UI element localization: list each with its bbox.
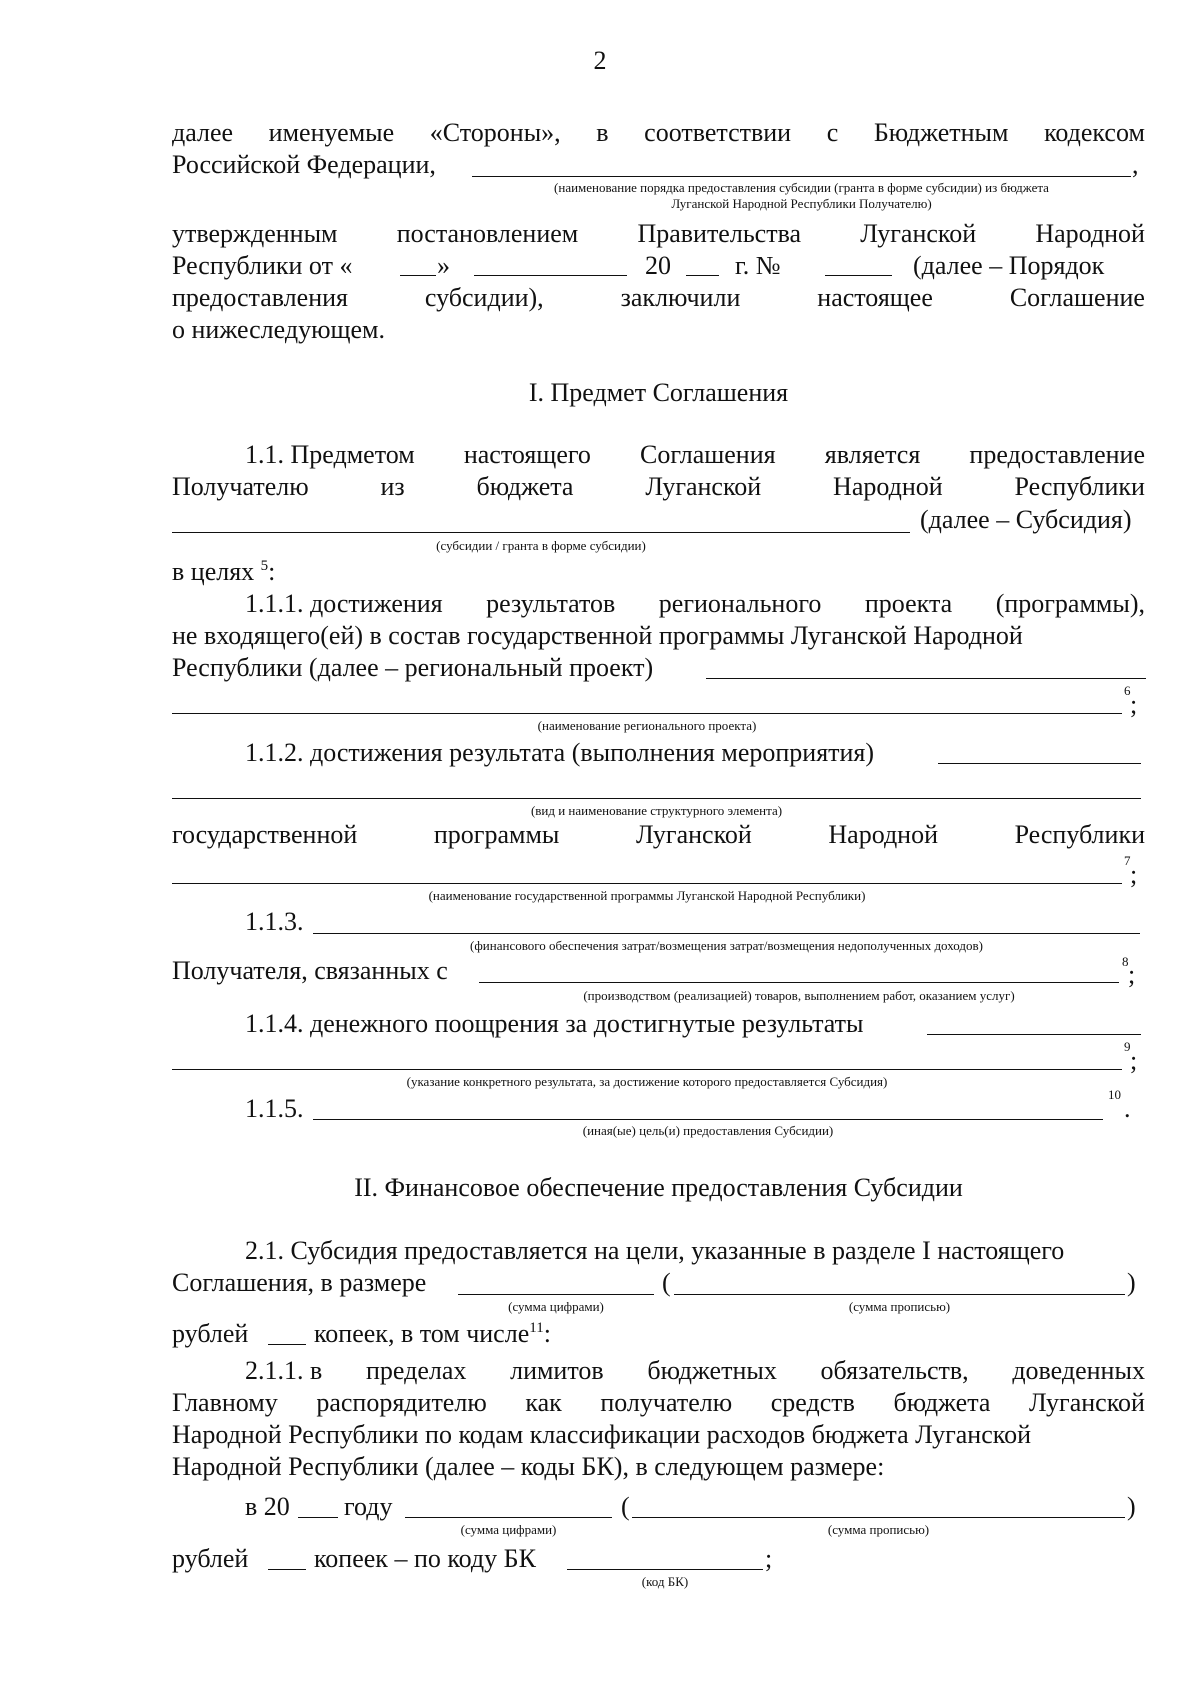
intro-line-1: далее именуемые «Стороны», в соответствии с Бюджетным кодексом xyxy=(172,118,1145,147)
caption-reward: (указание конкретного результата, за достижение которого предоставляется Субсидия) xyxy=(406,1074,888,1089)
caption-amount-words: (сумма прописью) xyxy=(848,1299,951,1314)
close-paren-2: ) xyxy=(1127,1492,1136,1521)
caption-bk-code: (код БК) xyxy=(641,1574,689,1589)
intro-line-3: утвержденным постановлением Правительства Луганской Народной xyxy=(172,219,1145,248)
blank-amount-words xyxy=(674,1294,1125,1295)
footnote-9: 9 xyxy=(1124,1039,1131,1054)
p111-line-1: 1.1.1. достижения результатов регионального проекта (программы), xyxy=(245,589,1145,618)
p211-line-3: Народной Республики по кодам классификации расходов бюджета Луганской xyxy=(172,1420,1031,1449)
p114-line-1: 1.1.4. денежного поощрения за достигнутые результаты xyxy=(245,1009,864,1038)
intro-line-4-year: 20 xyxy=(645,251,671,280)
section-1-heading: I. Предмет Соглашения xyxy=(528,378,789,407)
intro-line-4-number: г. № xyxy=(735,251,781,280)
caption-financing-type: (финансового обеспечения затрат/возмещения затрат/возмещения недополученных доходов) xyxy=(470,938,983,953)
year-line-start: в 20 xyxy=(245,1492,290,1521)
p21-line-2: Соглашения, в размере xyxy=(172,1268,427,1297)
p211-line-1: 2.1.1. в пределах лимитов бюджетных обязательств, доведенных xyxy=(245,1356,1145,1385)
blank-financing-type xyxy=(313,933,1140,934)
blank-state-program xyxy=(172,883,1122,884)
p21-line-1: 2.1. Субсидия предоставляется на цели, указанные в разделе I настоящего xyxy=(245,1236,1065,1265)
caption-structural-element: (вид и наименование структурного элемента) xyxy=(530,803,783,818)
open-paren-2: ( xyxy=(621,1492,630,1521)
blank-number xyxy=(825,275,892,276)
blank-amount-digits xyxy=(458,1294,654,1295)
intro-comma: , xyxy=(1132,150,1139,179)
intro-line-4-start: Республики от « xyxy=(172,251,353,280)
goals-line: в целях $^5$: xyxy=(172,557,276,586)
blank-year-amount-digits xyxy=(405,1517,612,1518)
p112-end: ; xyxy=(1130,860,1138,889)
p11-line-1: 1.1. Предметом настоящего Соглашения является предоставление xyxy=(245,440,1145,469)
intro-line-4-quote: » xyxy=(437,251,450,280)
p111-end: ; xyxy=(1130,690,1138,719)
close-paren-1: ) xyxy=(1127,1268,1136,1297)
blank-other-goal xyxy=(313,1119,1103,1120)
year-line-word: году xyxy=(344,1492,393,1521)
p112-line-1: 1.1.2. достижения результата (выполнения мероприятия) xyxy=(245,738,875,767)
p111-line-2: не входящего(ей) в состав государственной программы Луганской Народной xyxy=(172,621,1023,650)
caption-regional-project: (наименование регионального проекта) xyxy=(537,718,757,733)
p211-line-4: Народной Республики (далее – коды БК), в следующем размере: xyxy=(172,1452,885,1481)
p113-number: 1.1.3. xyxy=(245,907,304,936)
footnote-6: 6 xyxy=(1124,683,1131,698)
intro-line-4-end: (далее – Порядок xyxy=(913,251,1105,280)
p112-line-3: государственной программы Луганской Народной Республики xyxy=(172,820,1145,849)
last-line-kopecks: копеек – по коду БК xyxy=(314,1544,536,1573)
blank-subsidy-type xyxy=(172,532,910,533)
blank-day xyxy=(400,275,436,276)
p11-line-3-suffix: (далее – Субсидия) xyxy=(920,505,1132,534)
blank-production xyxy=(479,982,1119,983)
blank-line-order-name xyxy=(472,176,1131,177)
p113-line-2: Получателя, связанных с xyxy=(172,956,448,985)
blank-regional-project-1 xyxy=(706,678,1146,679)
caption-year-amount-digits: (сумма цифрами) xyxy=(460,1522,557,1537)
blank-year xyxy=(686,275,719,276)
last-line-rubles: рублей xyxy=(172,1544,249,1573)
page-number: 2 xyxy=(593,46,607,75)
intro-line-5: предоставления субсидии), заключили настоящее Соглашение xyxy=(172,283,1145,312)
blank-structural-element xyxy=(172,798,1141,799)
p115-end: . xyxy=(1124,1094,1131,1123)
blank-reward-1 xyxy=(927,1034,1141,1035)
blank-kopecks xyxy=(268,1344,306,1345)
p211-line-2: Главному распорядителю как получателю средств бюджета Луганской xyxy=(172,1388,1145,1417)
caption-year-amount-words: (сумма прописью) xyxy=(827,1522,930,1537)
caption-state-program: (наименование государственной программы Луганской Народной Республики) xyxy=(428,888,866,903)
p21-line-3-rubles: рублей xyxy=(172,1319,249,1348)
caption-other-goal: (иная(ые) цель(и) предоставления Субсидии) xyxy=(582,1123,834,1138)
open-paren-1: ( xyxy=(662,1268,671,1297)
blank-result-1 xyxy=(938,763,1141,764)
section-2-heading: II. Финансовое обеспечение предоставления Субсидии xyxy=(354,1173,963,1202)
p113-end: ; xyxy=(1128,960,1136,989)
footnote-10: 10 xyxy=(1108,1087,1121,1102)
blank-year-amount-words xyxy=(632,1517,1125,1518)
caption-subsidy-type: (субсидии / гранта в форме субсидии) xyxy=(436,538,646,553)
blank-year-2 xyxy=(298,1517,338,1518)
blank-bk-code xyxy=(567,1569,763,1570)
caption-production: (производством (реализацией) товаров, выполнением работ, оказанием услуг) xyxy=(583,988,1015,1003)
footnote-7: 7 xyxy=(1124,853,1131,868)
intro-line-6: о нижеследующем. xyxy=(172,315,386,344)
last-line-end: ; xyxy=(765,1544,773,1573)
p115-number: 1.1.5. xyxy=(245,1094,304,1123)
footnote-8: 8 xyxy=(1122,954,1129,969)
intro-line-2: Российской Федерации, xyxy=(172,150,436,179)
caption-order-name-1: (наименование порядка предоставления субсидии (гранта в форме субсидии) из бюджета xyxy=(554,180,1049,195)
blank-regional-project-2 xyxy=(172,713,1122,714)
caption-order-name-2: Луганской Народной Республики Получателю) xyxy=(671,196,932,211)
blank-kopecks-2 xyxy=(268,1569,306,1570)
blank-reward-2 xyxy=(172,1069,1122,1070)
caption-amount-digits: (сумма цифрами) xyxy=(508,1299,604,1314)
p111-line-3: Республики (далее – региональный проект) xyxy=(172,653,654,682)
p114-end: ; xyxy=(1130,1046,1138,1075)
p21-line-3-kopecks: копеек, в том числе$^{11}$: xyxy=(314,1319,551,1348)
p11-line-2: Получателю из бюджета Луганской Народной Республики xyxy=(172,472,1145,501)
blank-month xyxy=(474,275,627,276)
